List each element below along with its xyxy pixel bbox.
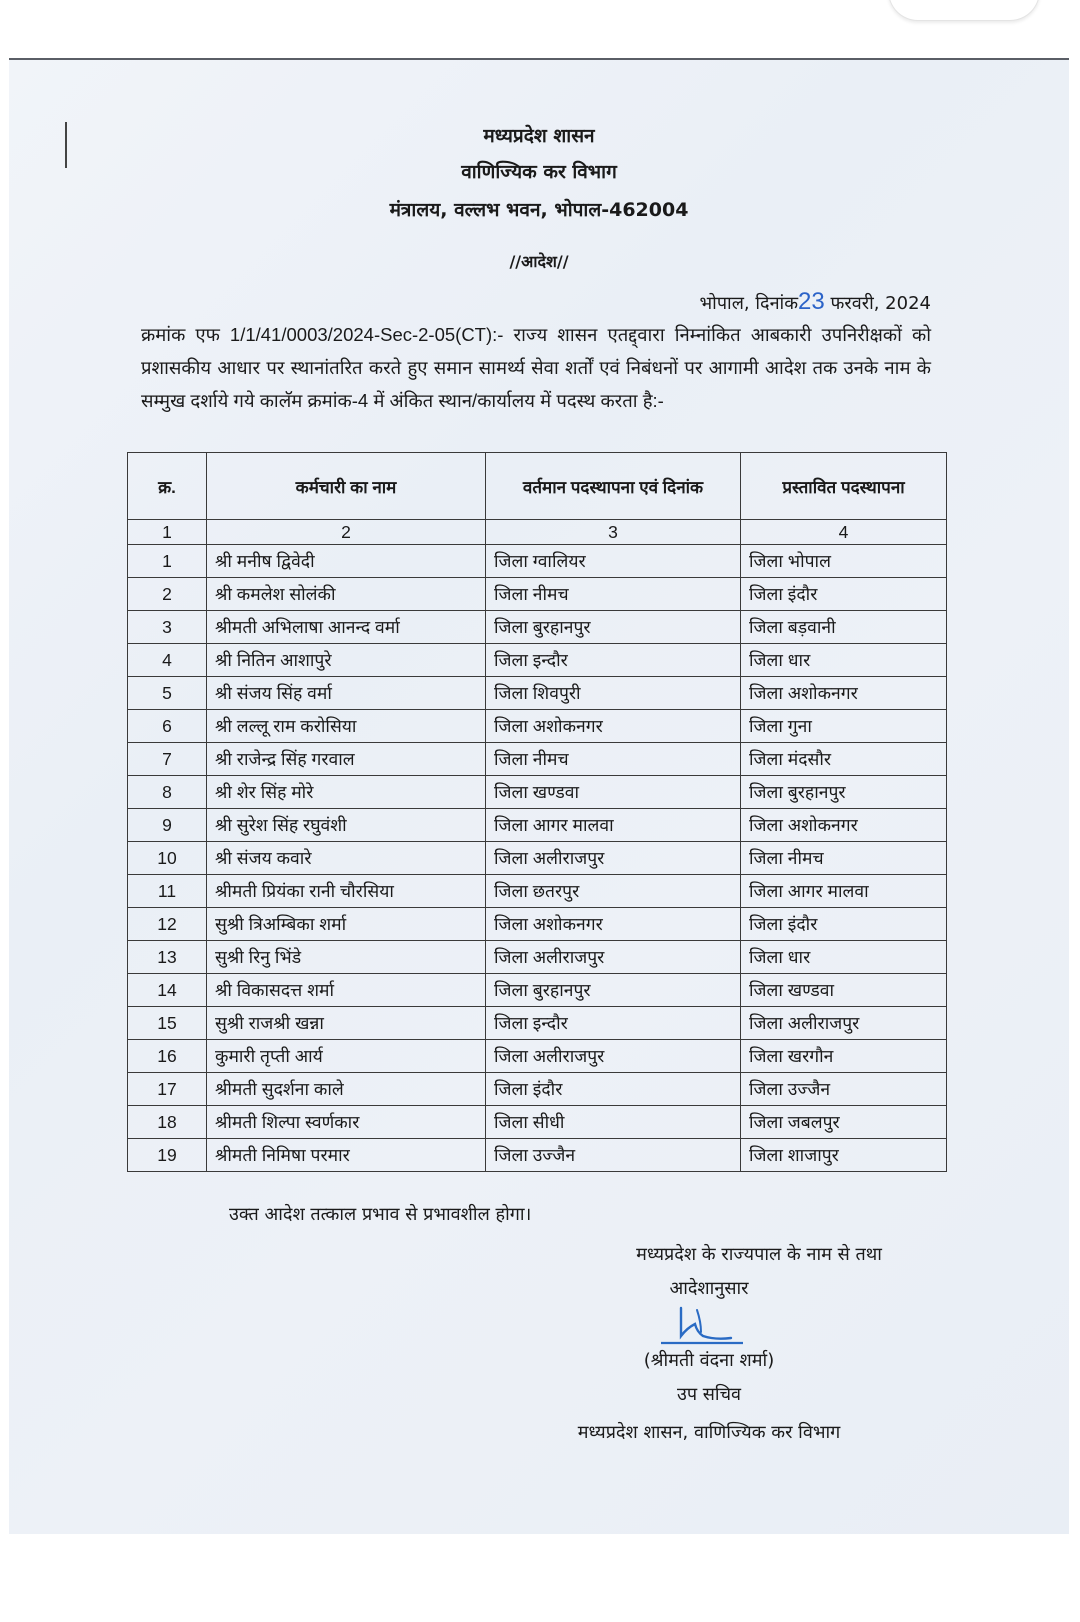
serial-cell: 5 xyxy=(128,677,207,710)
employee-name-cell: श्रीमती प्रियंका रानी चौरसिया xyxy=(207,875,486,908)
proposed-posting-cell: जिला बुरहानपुर xyxy=(741,776,947,809)
current-posting-cell: जिला अलीराजपुर xyxy=(486,1040,741,1073)
column-number-row xyxy=(128,520,947,545)
table-row xyxy=(128,710,947,743)
current-posting-cell: जिला इंदौर xyxy=(486,1073,741,1106)
transfer-table xyxy=(127,452,947,1172)
current-posting-cell: जिला नीमच xyxy=(486,578,741,611)
table-row xyxy=(128,1106,947,1139)
serial-cell: 4 xyxy=(128,644,207,677)
table-row xyxy=(128,974,947,1007)
signatory-name: (श्रीमती वंदना शर्मा) xyxy=(643,1350,775,1371)
proposed-posting-cell: जिला इंदौर xyxy=(741,578,947,611)
table-row xyxy=(128,776,947,809)
serial-cell: 8 xyxy=(128,776,207,809)
serial-cell: 13 xyxy=(128,941,207,974)
proposed-posting-cell: जिला इंदौर xyxy=(741,908,947,941)
column-number: 3 xyxy=(486,520,741,545)
table-row xyxy=(128,875,947,908)
employee-name-cell: कुमारी तृप्ती आर्य xyxy=(207,1040,486,1073)
order-body-text: क्रमांक एफ 1/1/41/0003/2024-Sec-2-05(CT):- राज्य शासन एतद्द्वारा निम्नांकित आबकारी उपनिरीक्षकों को प्रशासकीय आधार पर स्थानांतरित करते हुए समान सामर्थ्य सेवा शर्तों एवं निबंधनों पर आगामी आदेश तक उनके नाम के सम्मुख दर्शाये गये कालॅम क्रमांक-4 में अंकित स्थान/कार्यालय में पदस्थ करता है:- xyxy=(141,324,931,411)
current-posting-cell: जिला छतरपुर xyxy=(486,875,741,908)
table-row xyxy=(128,908,947,941)
top-tab-handle xyxy=(888,0,1040,21)
employee-name-cell: श्री सुरेश सिंह रघुवंशी xyxy=(207,809,486,842)
order-date xyxy=(700,288,932,316)
proposed-posting-cell: जिला आगर मालवा xyxy=(741,875,947,908)
header-proposed-posting: प्रस्तावित पदस्थापना xyxy=(741,453,947,520)
employee-name-cell: श्री नितिन आशापुरे xyxy=(207,644,486,677)
signature-image xyxy=(657,1302,747,1346)
proposed-posting-cell: जिला शाजापुर xyxy=(741,1139,947,1172)
proposed-posting-cell: जिला मंदसौर xyxy=(741,743,947,776)
employee-name-cell: सुश्री त्रिअम्बिका शर्मा xyxy=(207,908,486,941)
signatory-department: मध्यप्रदेश शासन, वाणिज्यिक कर विभाग xyxy=(577,1422,841,1443)
employee-name-cell: श्री विकासदत्त शर्मा xyxy=(207,974,486,1007)
order-title: //आदेश// xyxy=(509,252,569,271)
current-posting-cell: जिला बुरहानपुर xyxy=(486,974,741,1007)
table-row xyxy=(128,578,947,611)
current-posting-cell: जिला इन्दौर xyxy=(486,644,741,677)
serial-cell: 12 xyxy=(128,908,207,941)
proposed-posting-cell: जिला खरगौन xyxy=(741,1040,947,1073)
document-page xyxy=(9,58,1069,1534)
table-row xyxy=(128,1040,947,1073)
employee-name-cell: श्री कमलेश सोलंकी xyxy=(207,578,486,611)
current-posting-cell: जिला उज्जैन xyxy=(486,1139,741,1172)
governor-line: मध्यप्रदेश के राज्यपाल के नाम से तथा xyxy=(636,1244,882,1265)
proposed-posting-cell: जिला अलीराजपुर xyxy=(741,1007,947,1040)
proposed-posting-cell: जिला धार xyxy=(741,941,947,974)
signatory-designation: उप सचिव xyxy=(676,1384,742,1405)
serial-cell: 14 xyxy=(128,974,207,1007)
serial-cell: 16 xyxy=(128,1040,207,1073)
proposed-posting-cell: जिला बड़वानी xyxy=(741,611,947,644)
table-row xyxy=(128,1007,947,1040)
current-posting-cell: जिला बुरहानपुर xyxy=(486,611,741,644)
serial-cell: 1 xyxy=(128,545,207,578)
effect-statement: उक्त आदेश तत्काल प्रभाव से प्रभावशील होगा। xyxy=(229,1204,532,1225)
proposed-posting-cell: जिला खण्डवा xyxy=(741,974,947,1007)
current-posting-cell: जिला अशोकनगर xyxy=(486,908,741,941)
current-posting-cell: जिला सीधी xyxy=(486,1106,741,1139)
column-number: 4 xyxy=(741,520,947,545)
letterhead-address: मंत्रालय, वल्लभ भवन, भोपाल-462004 xyxy=(389,199,689,221)
employee-name-cell: श्रीमती शिल्पा स्वर्णकार xyxy=(207,1106,486,1139)
order-line: आदेशानुसार xyxy=(669,1278,749,1299)
header-current-posting: वर्तमान पदस्थापना एवं दिनांक xyxy=(486,453,741,520)
column-number: 1 xyxy=(128,520,207,545)
serial-cell: 10 xyxy=(128,842,207,875)
letterhead-department: वाणिज्यिक कर विभाग xyxy=(461,161,617,183)
table-row xyxy=(128,677,947,710)
current-posting-cell: जिला इन्दौर xyxy=(486,1007,741,1040)
employee-name-cell: सुश्री रिनु भिंडे xyxy=(207,941,486,974)
proposed-posting-cell: जिला धार xyxy=(741,644,947,677)
proposed-posting-cell: जिला अशोकनगर xyxy=(741,809,947,842)
current-posting-cell: जिला अलीराजपुर xyxy=(486,842,741,875)
proposed-posting-cell: जिला भोपाल xyxy=(741,545,947,578)
proposed-posting-cell: जिला गुना xyxy=(741,710,947,743)
date-day-handwritten: 23 xyxy=(798,288,825,315)
date-suffix: फरवरी, 2024 xyxy=(824,293,931,314)
letterhead-government: मध्यप्रदेश शासन xyxy=(483,125,595,147)
proposed-posting-cell: जिला अशोकनगर xyxy=(741,677,947,710)
employee-name-cell: श्री राजेन्द्र सिंह गरवाल xyxy=(207,743,486,776)
current-posting-cell: जिला ग्वालियर xyxy=(486,545,741,578)
table-row xyxy=(128,842,947,875)
employee-name-cell: सुश्री राजश्री खन्ना xyxy=(207,1007,486,1040)
employee-name-cell: श्री मनीष द्विवेदी xyxy=(207,545,486,578)
current-posting-cell: जिला अशोकनगर xyxy=(486,710,741,743)
proposed-posting-cell: जिला उज्जैन xyxy=(741,1073,947,1106)
table-row xyxy=(128,644,947,677)
date-prefix: भोपाल, दिनांक xyxy=(699,293,799,314)
serial-cell: 9 xyxy=(128,809,207,842)
current-posting-cell: जिला आगर मालवा xyxy=(486,809,741,842)
table-row xyxy=(128,1073,947,1106)
employee-name-cell: श्रीमती अभिलाषा आनन्द वर्मा xyxy=(207,611,486,644)
table-header-row xyxy=(128,453,947,520)
employee-name-cell: श्री संजय कवारे xyxy=(207,842,486,875)
header-serial: क्र. xyxy=(128,453,207,520)
current-posting-cell: जिला खण्डवा xyxy=(486,776,741,809)
header-employee-name: कर्मचारी का नाम xyxy=(207,453,486,520)
serial-cell: 17 xyxy=(128,1073,207,1106)
employee-name-cell: श्री लल्लू राम करोसिया xyxy=(207,710,486,743)
current-posting-cell: जिला शिवपुरी xyxy=(486,677,741,710)
employee-name-cell: श्री शेर सिंह मोरे xyxy=(207,776,486,809)
proposed-posting-cell: जिला नीमच xyxy=(741,842,947,875)
serial-cell: 7 xyxy=(128,743,207,776)
proposed-posting-cell: जिला जबलपुर xyxy=(741,1106,947,1139)
current-posting-cell: जिला अलीराजपुर xyxy=(486,941,741,974)
employee-name-cell: श्रीमती निमिषा परमार xyxy=(207,1139,486,1172)
serial-cell: 18 xyxy=(128,1106,207,1139)
current-posting-cell: जिला नीमच xyxy=(486,743,741,776)
table-row xyxy=(128,743,947,776)
table-row xyxy=(128,611,947,644)
serial-cell: 6 xyxy=(128,710,207,743)
serial-cell: 3 xyxy=(128,611,207,644)
column-number: 2 xyxy=(207,520,486,545)
table-row xyxy=(128,941,947,974)
table-row xyxy=(128,545,947,578)
employee-name-cell: श्री संजय सिंह वर्मा xyxy=(207,677,486,710)
table-row xyxy=(128,1139,947,1172)
employee-name-cell: श्रीमती सुदर्शना काले xyxy=(207,1073,486,1106)
serial-cell: 2 xyxy=(128,578,207,611)
serial-cell: 11 xyxy=(128,875,207,908)
serial-cell: 19 xyxy=(128,1139,207,1172)
serial-cell: 15 xyxy=(128,1007,207,1040)
table-row xyxy=(128,809,947,842)
